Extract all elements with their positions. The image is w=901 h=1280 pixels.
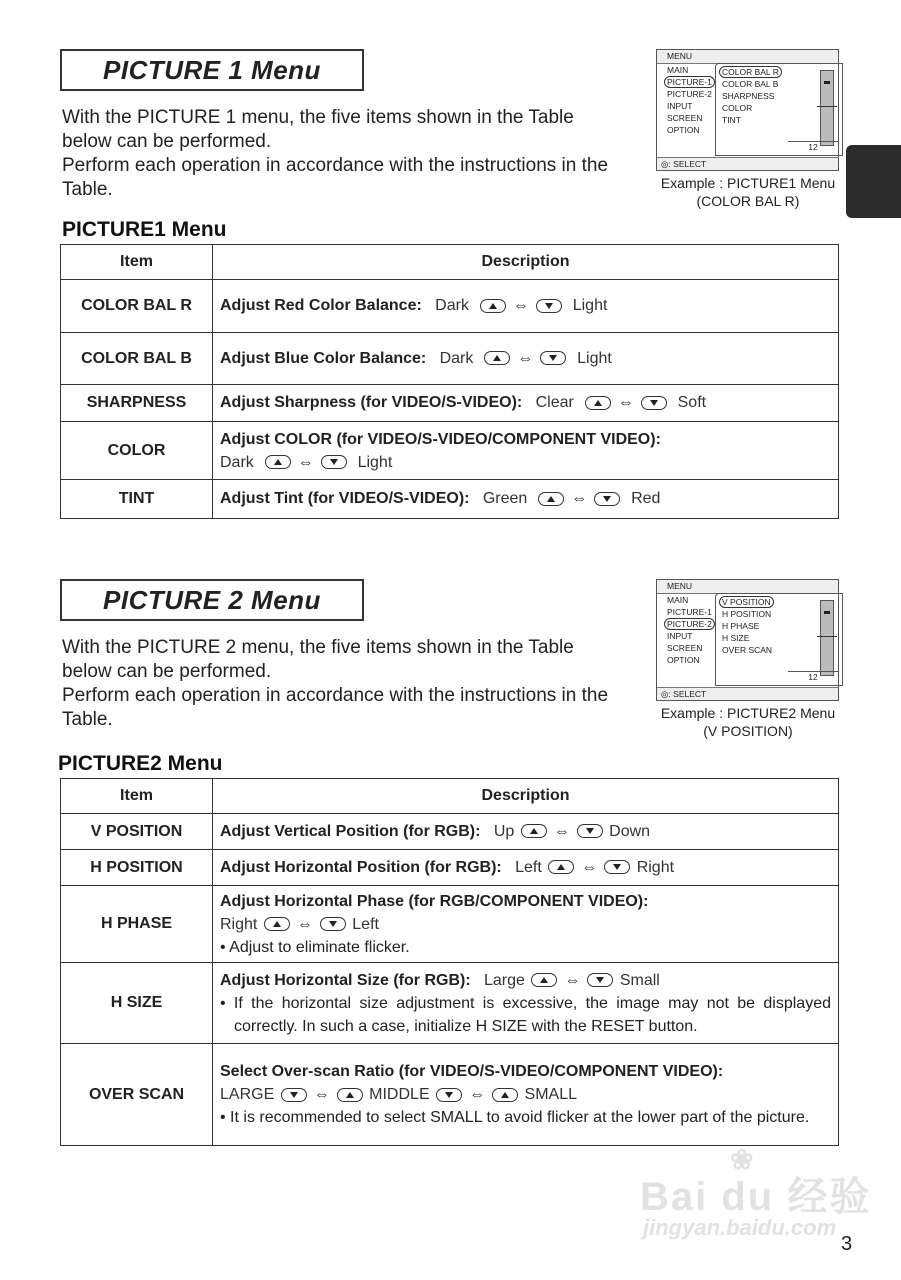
select-icon: ◎ [661, 689, 669, 699]
side-tab-marker [846, 145, 901, 218]
table-row [61, 333, 839, 385]
header-item: Item [61, 779, 213, 814]
down-button-icon [604, 860, 630, 874]
double-arrow-icon: ⇔ [296, 915, 313, 933]
up-button-icon [337, 1088, 363, 1102]
menu-screen-example-picture1 [656, 49, 839, 171]
down-button-icon [540, 351, 566, 365]
up-button-icon [484, 351, 510, 365]
row-item: H POSITION [61, 850, 213, 886]
screen-caption-picture1: Example : PICTURE1 Menu (COLOR BAL R) [660, 175, 836, 209]
table-heading-picture1: PICTURE1 Menu [62, 218, 227, 241]
picture1-table [60, 244, 839, 519]
table-row [61, 422, 839, 480]
row-item: H SIZE [61, 963, 213, 1044]
down-button-icon [536, 299, 562, 313]
table-header-row [61, 245, 839, 280]
menu-label: MENU [657, 580, 838, 594]
header-item: Item [61, 245, 213, 280]
intro-text-picture1: With the PICTURE 1 menu, the five items shown in the Table below can be performed. Perform each operation in accordance with the instructions in the Table. [62, 107, 609, 200]
section-title-picture2: PICTURE 2 Menu [60, 579, 364, 621]
row-description: Adjust Horizontal Phase (for RGB/COMPONENT VIDEO): Right ⇔ Left • Adjust to eliminate flicker. [213, 886, 839, 963]
main-menu-list: MAIN PICTURE-1 PICTURE-2 INPUT SCREEN OPTION [667, 594, 715, 666]
table-heading-picture2: PICTURE2 Menu [58, 752, 223, 775]
picture2-table [60, 778, 839, 1146]
up-button-icon [492, 1088, 518, 1102]
double-arrow-icon: ⇔ [564, 971, 581, 989]
row-item: SHARPNESS [61, 385, 213, 422]
row-item: TINT [61, 480, 213, 519]
row-item: H PHASE [61, 886, 213, 963]
intro-text-picture2: With the PICTURE 2 menu, the five items shown in the Table below can be performed. Perform each operation in accordance with the instructions in the Table. [62, 637, 609, 730]
header-description: Description [213, 245, 839, 280]
slider-value: 12 [788, 671, 838, 682]
double-arrow-icon: ⇔ [297, 453, 314, 471]
row-item: COLOR BAL R [61, 280, 213, 333]
row-item: COLOR [61, 422, 213, 480]
row-description: Adjust COLOR (for VIDEO/S-VIDEO/COMPONENT VIDEO): Dark ⇔ Light [213, 422, 839, 480]
double-arrow-icon: ⇔ [469, 1086, 486, 1103]
table-row [61, 280, 839, 333]
row-item: V POSITION [61, 814, 213, 850]
double-arrow-icon: ⇔ [581, 858, 598, 876]
double-arrow-icon: ⇔ [512, 297, 529, 314]
value-slider [820, 600, 834, 676]
row-description: Adjust Vertical Position (for RGB): Up ⇔ Down [213, 814, 839, 850]
double-arrow-icon: ⇔ [617, 394, 634, 411]
down-button-icon [321, 455, 347, 469]
select-hint: ◎: SELECT [657, 687, 838, 700]
down-button-icon [281, 1088, 307, 1102]
section-title-picture1: PICTURE 1 Menu [60, 49, 364, 91]
down-button-icon [594, 492, 620, 506]
menu-label: MENU [657, 50, 838, 64]
submenu-panel: V POSITION H POSITION H PHASE H SIZE OVER SCAN 12 [715, 593, 843, 686]
row-description: Adjust Horizontal Size (for RGB): Large ⇔ Small • If the horizontal size adjustment is excessive, the image may not be displayed correctly. In such a case, initialize H SIZE with the RESET button. [213, 963, 839, 1044]
row-item: OVER SCAN [61, 1044, 213, 1146]
up-button-icon [531, 973, 557, 987]
up-button-icon [265, 455, 291, 469]
select-hint: ◎: SELECT [657, 157, 838, 170]
down-button-icon [641, 396, 667, 410]
table-row [61, 963, 839, 1044]
down-button-icon [577, 824, 603, 838]
row-description: Select Over-scan Ratio (for VIDEO/S-VIDEO/COMPONENT VIDEO): LARGE ⇔ MIDDLE ⇔ SMALL • It is recommended to select SMALL to avoid flicker at the lower part of the picture. [213, 1044, 839, 1146]
baidu-watermark: ❀ Bai du 经验 [640, 1144, 872, 1219]
table-row [61, 385, 839, 422]
header-description: Description [213, 779, 839, 814]
row-description: Adjust Blue Color Balance: Dark ⇔ Light [213, 333, 839, 385]
table-row [61, 886, 839, 963]
row-description: Adjust Tint (for VIDEO/S-VIDEO): Green ⇔ Red [213, 480, 839, 519]
up-button-icon [480, 299, 506, 313]
slider-value: 12 [788, 141, 838, 152]
menu-screen-example-picture2 [656, 579, 839, 701]
down-button-icon [587, 973, 613, 987]
double-arrow-icon: ⇔ [553, 822, 570, 840]
row-description: Adjust Red Color Balance: Dark ⇔ Light [213, 280, 839, 333]
value-slider [820, 70, 834, 146]
up-button-icon [585, 396, 611, 410]
table-row [61, 1044, 839, 1146]
table-row [61, 850, 839, 886]
row-item: COLOR BAL B [61, 333, 213, 385]
up-button-icon [548, 860, 574, 874]
submenu-panel: COLOR BAL R COLOR BAL B SHARPNESS COLOR TINT 12 [715, 63, 843, 156]
table-header-row [61, 779, 839, 814]
up-button-icon [264, 917, 290, 931]
paw-icon: ❀ [730, 1144, 756, 1175]
double-arrow-icon: ⇔ [517, 349, 534, 367]
main-menu-list: MAIN PICTURE-1 PICTURE-2 INPUT SCREEN OPTION [667, 64, 715, 136]
select-icon: ◎ [661, 159, 669, 169]
row-description: Adjust Horizontal Position (for RGB): Left ⇔ Right [213, 850, 839, 886]
screen-caption-picture2: Example : PICTURE2 Menu (V POSITION) [660, 705, 836, 739]
baidu-watermark-url: jingyan.baidu.com [643, 1215, 837, 1240]
double-arrow-icon: ⇔ [571, 490, 588, 507]
down-button-icon [436, 1088, 462, 1102]
page-number: 3 [841, 1233, 853, 1255]
table-row [61, 480, 839, 519]
down-button-icon [320, 917, 346, 931]
table-row [61, 814, 839, 850]
double-arrow-icon: ⇔ [313, 1086, 330, 1103]
up-button-icon [521, 824, 547, 838]
row-description: Adjust Sharpness (for VIDEO/S-VIDEO): Clear ⇔ Soft [213, 385, 839, 422]
up-button-icon [538, 492, 564, 506]
